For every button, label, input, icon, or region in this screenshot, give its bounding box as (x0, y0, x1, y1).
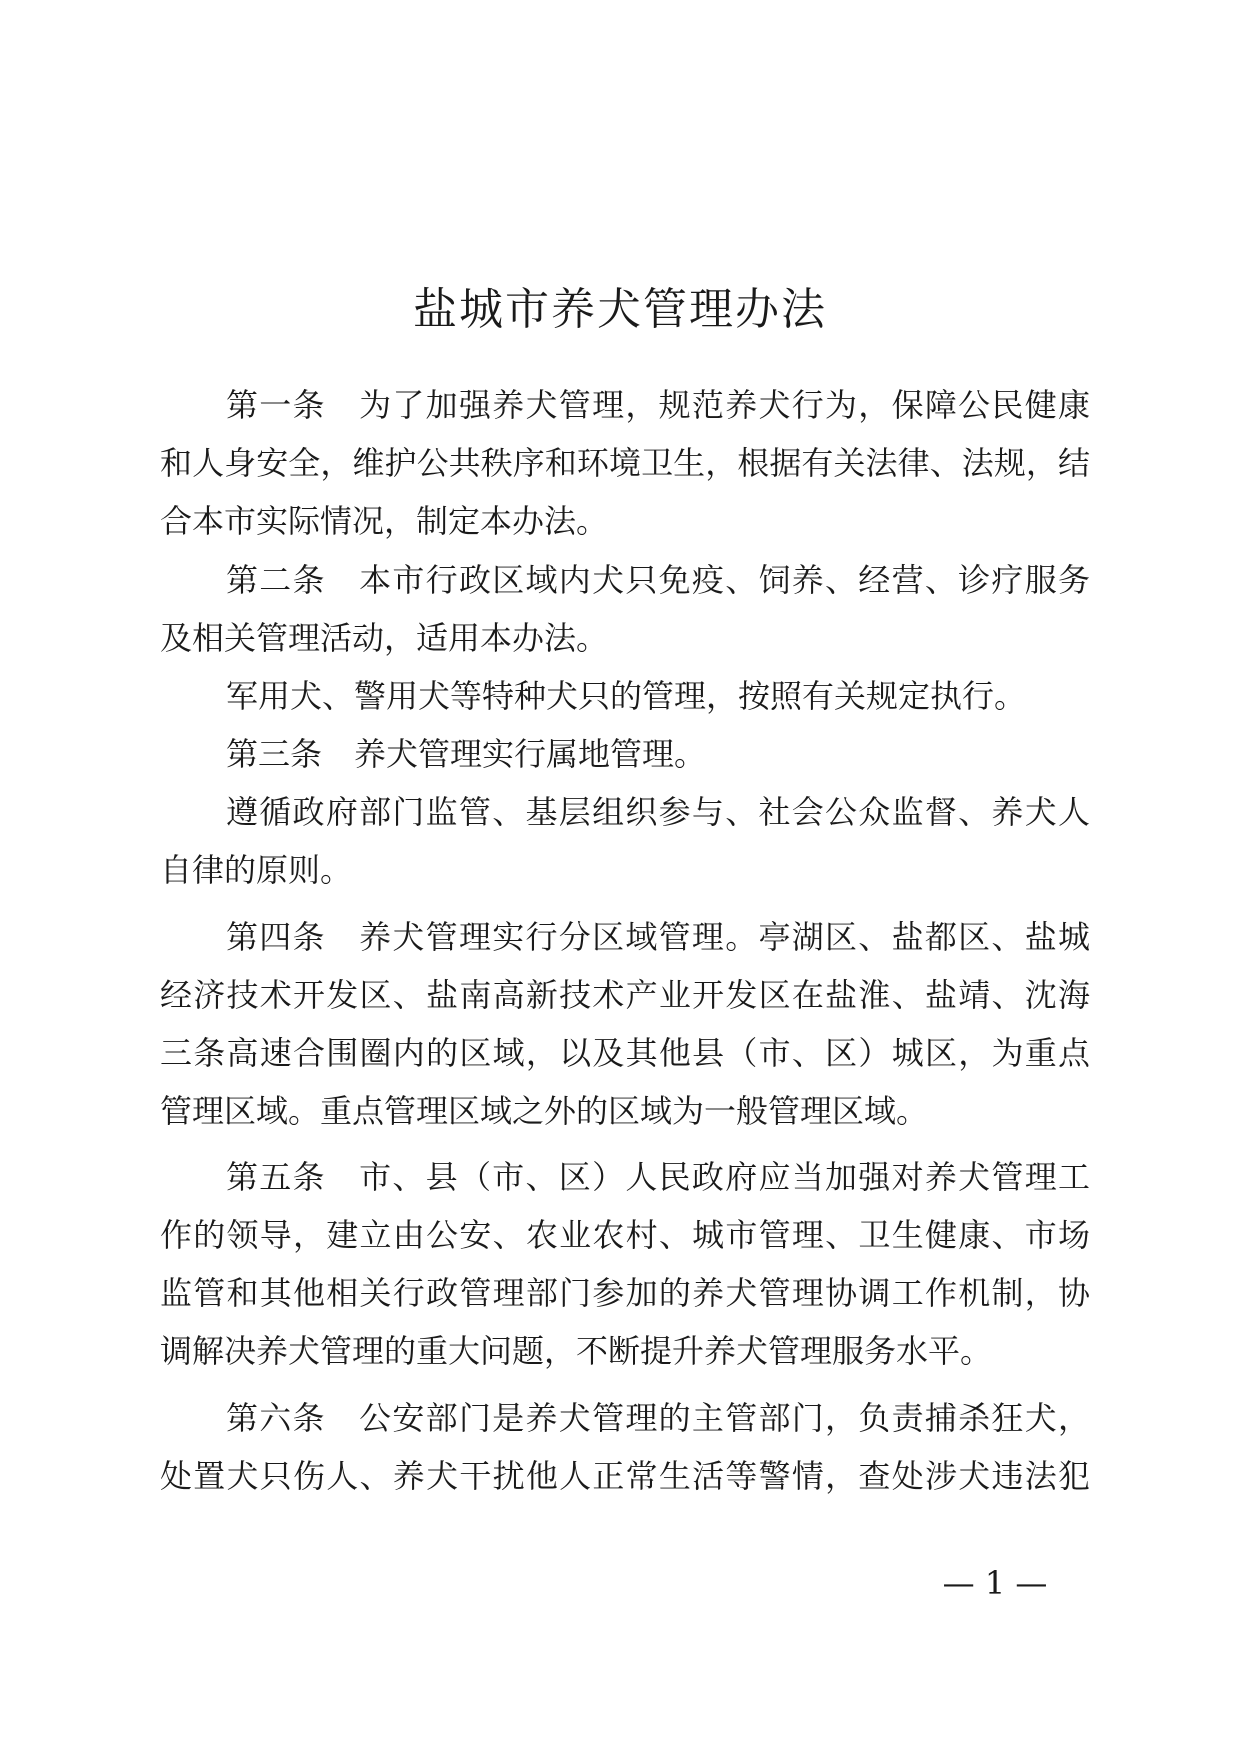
body-line: 及相关管理活动，适用本办法。 (160, 619, 609, 657)
body-line: 第三条 养犬管理实行属地管理。 (226, 735, 707, 773)
body-line: 作的领导，建立由公安、农业农村、城市管理、卫生健康、市场 (160, 1216, 1090, 1254)
body-line: 自律的原则。 (160, 851, 353, 889)
body-line: 和人身安全，维护公共秩序和环境卫生，根据有关法律、法规，结 (160, 444, 1090, 482)
page-number: — 1 — (942, 1564, 1048, 1602)
body-line: 第六条 公安部门是养犬管理的主管部门，负责捕杀狂犬， (226, 1399, 1090, 1437)
body-line: 军用犬、警用犬等特种犬只的管理，按照有关规定执行。 (226, 677, 1027, 715)
body-line: 管理区域。重点管理区域之外的区域为一般管理区域。 (160, 1092, 929, 1130)
body-line: 第一条 为了加强养犬管理，规范养犬行为，保障公民健康 (226, 386, 1090, 424)
body-line: 合本市实际情况，制定本办法。 (160, 502, 609, 540)
body-line: 三条高速合围圈内的区域，以及其他县（市、区）城区，为重点 (160, 1034, 1090, 1072)
body-line: 处置犬只伤人、养犬干扰他人正常生活等警情，查处涉犬违法犯 (160, 1457, 1090, 1495)
body-line: 第五条 市、县（市、区）人民政府应当加强对养犬管理工 (226, 1158, 1090, 1196)
document-title: 盐城市养犬管理办法 (413, 284, 827, 335)
body-line: 调解决养犬管理的重大问题，不断提升养犬管理服务水平。 (160, 1332, 993, 1370)
body-line: 第二条 本市行政区域内犬只免疫、饲养、经营、诊疗服务 (226, 561, 1090, 599)
body-line: 监管和其他相关行政管理部门参加的养犬管理协调工作机制，协 (160, 1274, 1090, 1312)
body-line: 遵循政府部门监管、基层组织参与、社会公众监督、养犬人 (226, 793, 1090, 831)
body-line: 第四条 养犬管理实行分区域管理。亭湖区、盐都区、盐城 (226, 918, 1090, 956)
body-line: 经济技术开发区、盐南高新技术产业开发区在盐淮、盐靖、沈海 (160, 976, 1090, 1014)
